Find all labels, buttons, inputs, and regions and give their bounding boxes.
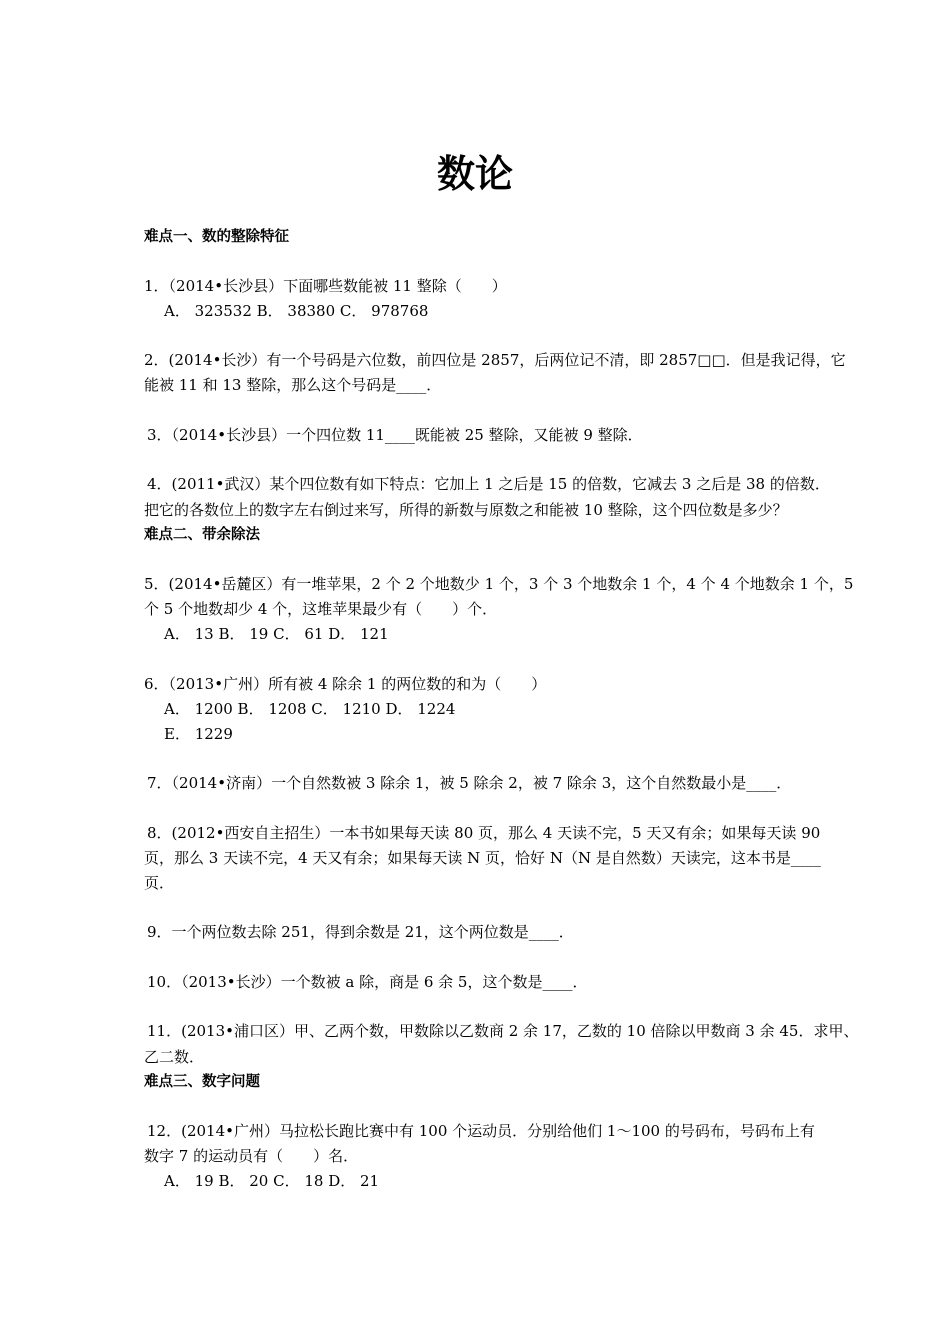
- question-11-line-2: 乙二数．: [144, 1048, 205, 1066]
- question-10: 10．（2013•长沙）一个数被 a 除，商是 6 余 5，这个数是____．: [147, 973, 588, 991]
- question-11-line-1: 11．(2013•浦口区）甲、乙两个数，甲数除以乙数商 2 余 17，乙数的 10 倍除以甲数商 3 余 45．求甲、: [147, 1022, 859, 1040]
- question-2-line-2: 能被 11 和 13 整除，那么这个号码是____．: [144, 376, 442, 394]
- question-8-line-3: 页．: [144, 874, 175, 892]
- question-5-line-1: 5．(2014•岳麓区）有一堆苹果，2 个 2 个地数少 1 个，3 个 3 个地数余 1 个，4 个 4 个地数余 1 个，5: [144, 575, 854, 593]
- question-8-line-2: 页，那么 3 天读不完，4 天又有余；如果每天读 N 页，恰好 N（N 是自然数）天读完，这本书是____: [144, 849, 821, 867]
- question-6-options-1: A． 1200 B． 1208 C． 1210 D． 1224: [164, 700, 456, 718]
- question-1-options: A． 323532 B． 38380 C． 978768: [164, 302, 429, 320]
- question-4-line-2: 把它的各数位上的数字左右倒过来写，所得的新数与原数之和能被 10 整除，这个四位数是多少？: [144, 501, 788, 519]
- section-heading-3: 难点三、数字问题: [144, 1074, 260, 1090]
- question-3: 3．（2014•长沙县）一个四位数 11____既能被 25 整除，又能被 9 整除．: [147, 426, 643, 444]
- question-6-options-2: E． 1229: [164, 725, 233, 743]
- question-12-line-2: 数字 7 的运动员有（ ）名．: [144, 1147, 359, 1165]
- question-5-line-2: 个 5 个地数却少 4 个，这堆苹果最少有（ ）个．: [144, 600, 498, 618]
- question-1: 1．（2014•长沙县）下面哪些数能被 11 整除（ ）: [144, 277, 507, 295]
- section-heading-1: 难点一、数的整除特征: [144, 229, 289, 245]
- question-5-options: A． 13 B． 19 C． 61 D． 121: [164, 625, 389, 643]
- question-4-line-1: 4．(2011•武汉）某个四位数有如下特点：它加上 1 之后是 15 的倍数，它减去 3 之后是 38 的倍数．: [147, 475, 830, 493]
- page-title: 数论: [436, 152, 513, 196]
- question-9: 9．一个两位数去除 251，得到余数是 21，这个两位数是____．: [147, 923, 574, 941]
- section-heading-2: 难点二、带余除法: [144, 527, 260, 543]
- question-12-line-1: 12．(2014•广州）马拉松长跑比赛中有 100 个运动员．分别给他们 1～100 的号码布，号码布上有: [147, 1122, 815, 1140]
- question-7: 7．（2014•济南）一个自然数被 3 除余 1，被 5 除余 2，被 7 除余 3，这个自然数最小是____．: [147, 774, 792, 792]
- question-2-line-1: 2．(2014•长沙）有一个号码是六位数，前四位是 2857，后两位记不清，即 2857□□．但是我记得，它: [144, 351, 846, 369]
- question-12-options: A． 19 B． 20 C． 18 D． 21: [164, 1172, 380, 1190]
- question-6: 6．（2013•广州）所有被 4 除余 1 的两位数的和为（ ）: [144, 675, 547, 693]
- question-8-line-1: 8．(2012•西安自主招生）一本书如果每天读 80 页，那么 4 天读不完，5 天又有余；如果每天读 90: [147, 824, 821, 842]
